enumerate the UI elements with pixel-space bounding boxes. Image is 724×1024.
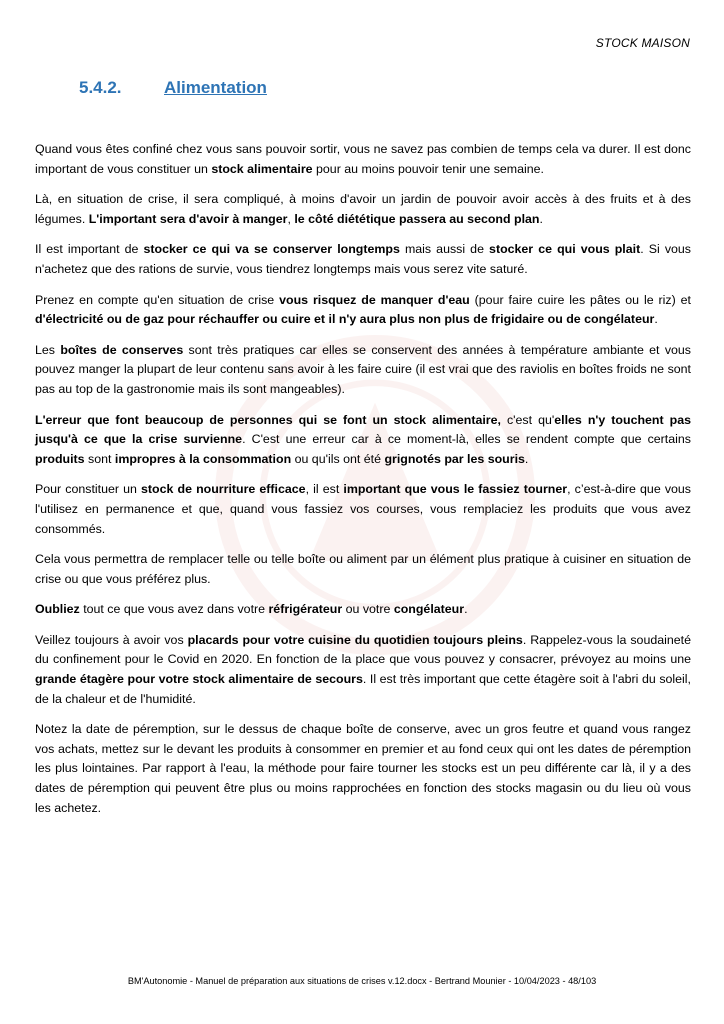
text-run: ou votre xyxy=(342,602,394,617)
text-run: Il est important de xyxy=(35,242,144,257)
bold-text: produits xyxy=(35,451,85,466)
text-run: sont très pratiques car elles se conservent des années à température ambiante et vous pouvez manger la plupart de leur contenu sans avoir à les faire cuire (il est vrai que des raviolis en boîtes froids ne sont pas au top de la gastronomie mais ils sont mangeables). xyxy=(35,342,691,396)
text-run: . xyxy=(464,602,468,617)
text-run: Là, en situation de crise, il sera compliqué, à moins d'avoir un jardin de pouvoir avoir accès à des fruits et à des légumes. xyxy=(35,192,691,226)
page-footer: BM'Autonomie - Manuel de préparation aux situations de crises v.12.docx - Bertrand Mounier - 10/04/2023 - 48/103 xyxy=(127,976,597,986)
bold-text: stock alimentaire xyxy=(211,161,313,176)
paragraph xyxy=(35,291,691,330)
paragraph xyxy=(35,341,691,400)
bold-text: congélateur xyxy=(393,602,465,617)
text-run: , il est xyxy=(305,482,344,497)
text-run: , xyxy=(287,211,295,226)
text-run: Pour constituer un xyxy=(35,482,142,497)
text-run: sont xyxy=(84,451,115,466)
bold-text: vous risquez de manquer d'eau xyxy=(279,292,470,307)
running-header: STOCK MAISON xyxy=(595,36,690,50)
text-run: . C'est une erreur car à ce moment-là, elles se rendent compte que certains xyxy=(242,432,691,447)
bold-text: stock de nourriture efficace xyxy=(141,482,306,497)
text-run: . Rappelez-vous la soudaineté du confinement pour le Covid en 2020. En fonction de la place que vous pouvez y consacrer, prévoyez au moins une xyxy=(35,632,691,667)
body-text xyxy=(35,140,691,829)
text-run: . xyxy=(539,211,543,226)
text-run: ou qu'ils ont été xyxy=(291,451,385,466)
paragraph xyxy=(35,480,691,539)
bold-text: placards pour votre cuisine du quotidien toujours pleins xyxy=(187,632,523,647)
section-title-link[interactable]: Alimentation xyxy=(164,78,267,97)
section-heading xyxy=(79,78,267,98)
text-run: , c’est-à-dire que vous l'utilisez en permanence et que, quand vous fassiez vos courses, vous remplaciez les produits que vous avez consommés. xyxy=(35,482,691,536)
bold-text: stocker ce qui vous plait xyxy=(489,242,641,257)
text-run: c'est qu' xyxy=(500,412,555,427)
bold-text: réfrigérateur xyxy=(268,602,343,617)
bold-text: d'électricité ou de gaz pour réchauffer ou cuire et il n'y aura plus non plus de frigidaire ou de congélateur xyxy=(35,312,655,327)
text-run: . xyxy=(524,451,529,466)
text-run: . Si vous n'achetez que des rations de survie, vous tiendrez longtemps mais vous serez vite saturé. xyxy=(35,242,691,276)
text-run: tout ce que vous avez dans votre xyxy=(79,602,269,617)
text-run: mais aussi de xyxy=(399,242,490,257)
text-run: Les xyxy=(35,342,61,357)
text-run: . xyxy=(654,312,658,327)
paragraph xyxy=(35,140,691,179)
text-run: . Il est très important que cette étagère soit à l'abri du soleil, de la chaleur et de l'humidité. xyxy=(35,672,691,706)
text-run: Cela vous permettra de remplacer telle ou telle boîte ou aliment par un élément plus pratique à cuisiner en situation de crise ou que vous préférez plus. xyxy=(35,552,691,586)
paragraph xyxy=(35,240,691,279)
bold-text: impropres à la consommation xyxy=(114,451,292,466)
bold-text: important que vous le fassiez tourner xyxy=(343,482,568,497)
text-run: Veillez toujours à avoir vos xyxy=(35,632,188,647)
bold-text: boîtes de conserves xyxy=(60,342,184,357)
paragraph xyxy=(35,631,691,709)
bold-text: L'important sera d'avoir à manger xyxy=(88,211,288,226)
text-run: Notez la date de péremption, sur le dessus de chaque boîte de conserve, avec un gros feutre et quand vous rangez vos achats, mettez sur le devant les produits à consommer en premier et au fond ceux qui ont les dates de péremption les plus lointaines. Par rapport à l'eau, la méthode pour faire tourner les stocks est un peu différente car là, il y a des dates de péremption qui peuvent être plus ou moins rapprochées en fonction des stocks magasin ou du lieu où vous les achetez. xyxy=(35,722,691,815)
paragraph xyxy=(35,600,691,620)
bold-text: grignotés par les souris xyxy=(384,451,525,466)
text-run: Prenez en compte qu'en situation de crise xyxy=(35,292,280,307)
paragraph xyxy=(35,190,691,229)
text-run: (pour faire cuire les pâtes ou le riz) et xyxy=(469,292,691,307)
paragraph xyxy=(35,720,691,818)
bold-text: elles n'y touchent pas jusqu'à ce que la crise survienne xyxy=(35,412,692,447)
bold-text: Oubliez xyxy=(35,602,80,617)
text-run: Quand vous êtes confiné chez vous sans pouvoir sortir, vous ne savez pas combien de temps cela va durer. Il est donc important de vous constituer un xyxy=(35,142,691,176)
text-run: pour au moins pouvoir tenir une semaine. xyxy=(312,161,545,176)
section-number: 5.4.2. xyxy=(79,78,122,97)
paragraph xyxy=(35,411,691,470)
bold-text: grande étagère pour votre stock alimentaire de secours xyxy=(35,672,363,687)
bold-text: L'erreur que font beaucoup de personnes qui se font un stock alimentaire, xyxy=(35,412,501,427)
bold-text: stocker ce qui va se conserver longtemps xyxy=(143,242,400,257)
bold-text: le côté diététique passera au second plan xyxy=(294,211,540,226)
paragraph xyxy=(35,550,691,589)
